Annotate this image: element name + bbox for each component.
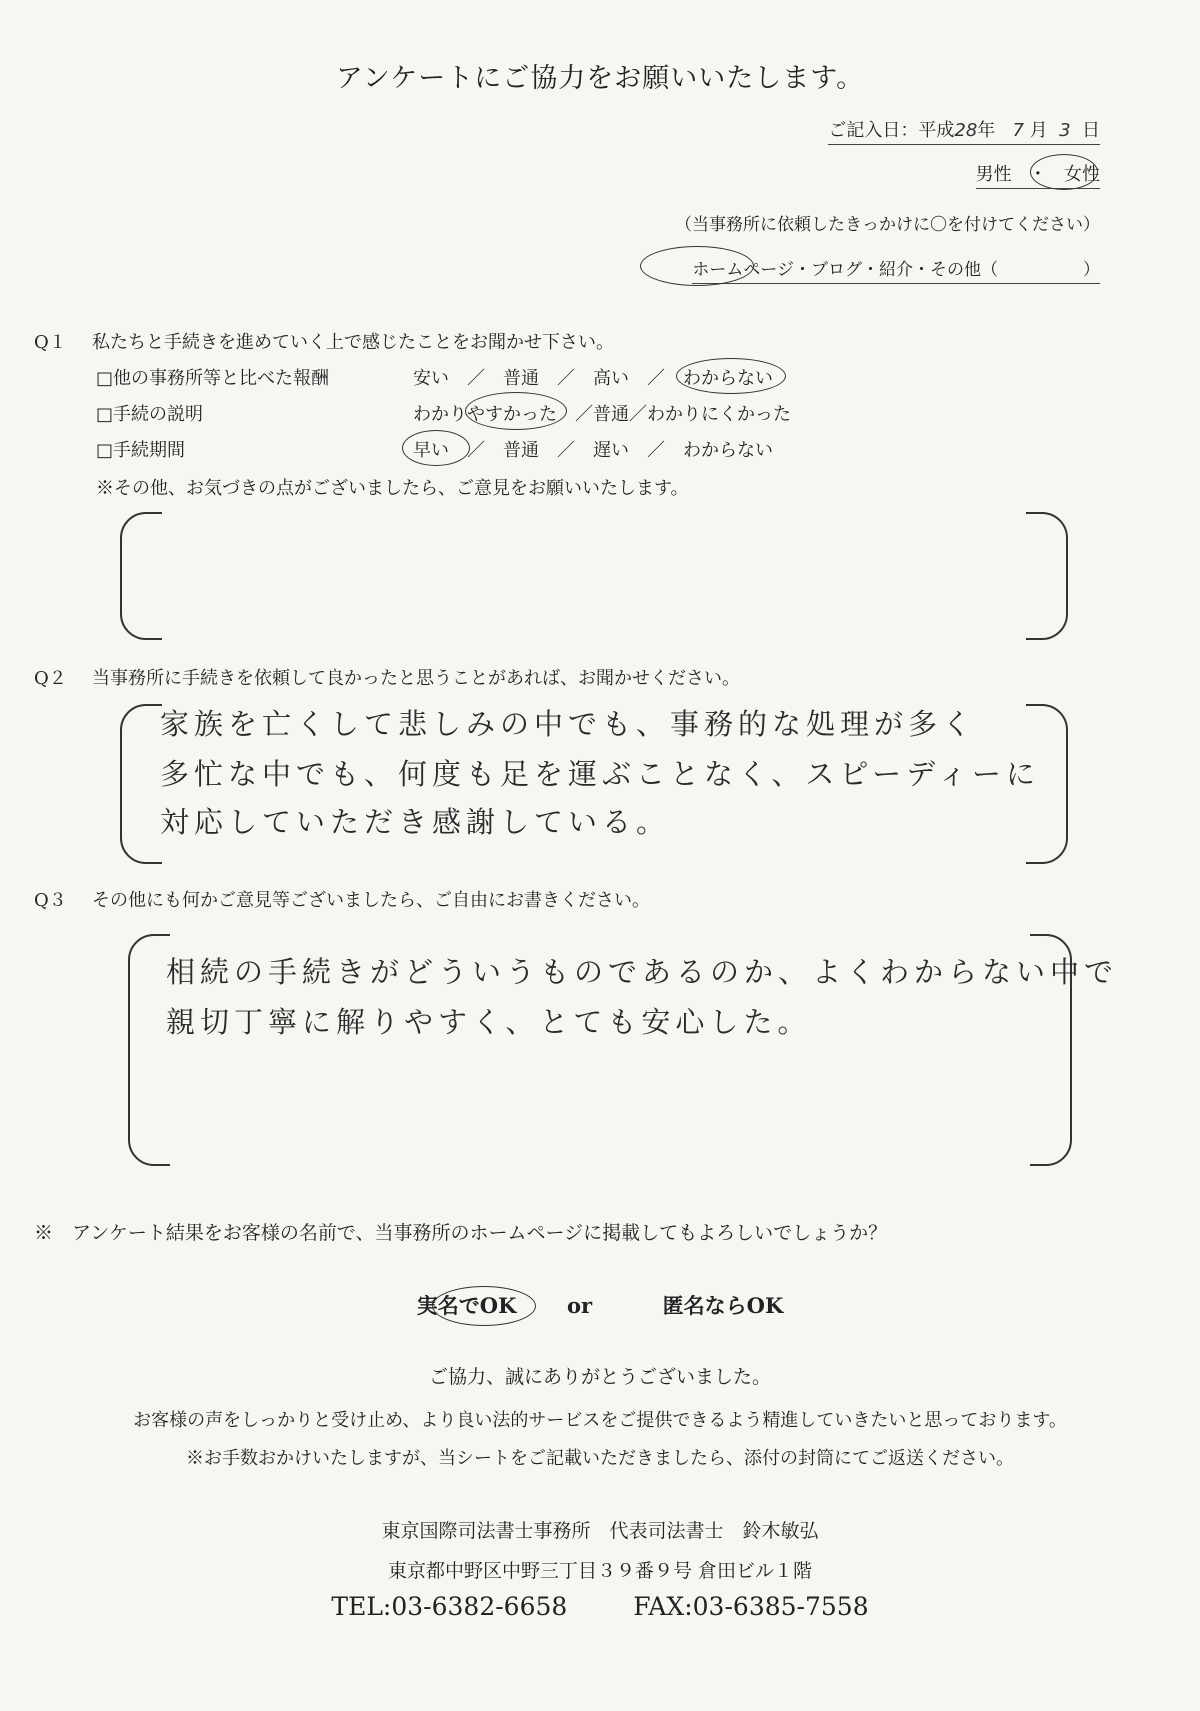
q2-answer-line-3: 対応していただき感謝している。 [160,805,671,839]
date-day: 3 [1059,120,1071,141]
date-line [828,116,1100,142]
q3-answer-line-2: 親切丁寧に解りやすく、とても安心した。 [166,1005,812,1039]
date-month-unit: 月 [1029,120,1048,141]
publish-question: ※ アンケート結果をお客様の名前で、当事務所のホームページに掲載してもよろしいでしょうか？ [34,1222,888,1244]
office-address: 東京都中野区中野三丁目３９番９号 倉田ビル１階 [387,1560,813,1582]
q1-row-explanation-options: わかりやすかった ／普通／わかりにくかった [413,404,791,425]
gender-male: 男性 [975,164,1012,185]
q2-text: 当事務所に手続きを依頼して良かったと思うことがあれば、お聞かせください。 [92,668,740,689]
q1-row-fee-options: 安い ／ 普通 ／ 高い ／ わからない [413,368,773,389]
date-month: 7 [1012,120,1024,141]
gender-female: 女性 [1064,164,1100,185]
q1-text: 私たちと手続きを進めていく上で感じたことをお聞かせ下さい。 [92,332,614,353]
closing-return-note: ※お手数おかけいたしますが、当シートをご記載いただきましたら、添付の封筒にてご返送ください。 [186,1448,1014,1469]
office-fax: FAX:03-6385-7558 [633,1592,869,1621]
explanation-answer-circle [465,392,567,430]
page-title: アンケートにご協力をお願いいたします。 [335,63,865,94]
q1-row-period-options: 早い ／ 普通 ／ 遅い ／ わからない [413,440,773,461]
q2-number: Q２ [34,668,67,689]
date-year: 28 [954,120,978,141]
publish-or: or [566,1293,593,1318]
date-label: ご記入日：平成 [828,120,955,141]
trigger-options-text: ホームページ・ブログ・紹介・その他（ ） [692,260,1100,284]
office-tel: TEL:03-6382-6658 [331,1592,568,1621]
office-contact [0,1592,1200,1621]
q1-row-fee-label: □他の事務所等と比べた報酬 [96,368,330,389]
closing-message: お客様の声をしっかりと受け止め、より良い法的サービスをご提供できるよう精進していきたいと思っております。 [133,1410,1067,1431]
q2-answer-line-2: 多忙な中でも、何度も足を運ぶことなく、スピーディーに [160,757,1040,791]
q3-heading [34,886,650,912]
q2-heading [34,664,740,690]
office-name: 東京国際司法書士事務所 代表司法書士 鈴木敏弘 [381,1520,819,1542]
gender-separator: ・ [1028,164,1047,185]
closing-thanks: ご協力、誠にありがとうございました。 [428,1366,771,1388]
period-answer-circle [402,430,470,466]
q3-text: その他にも何かご意見等ございましたら、ご自由にお書きください。 [92,890,650,911]
q1-note: ※その他、お気づきの点がございましたら、ご意見をお願いいたします。 [96,478,689,499]
real-name-ok: 実名でOK [416,1293,517,1318]
anonymous-ok: 匿名ならOK [662,1293,784,1318]
homepage-circle [640,246,754,286]
q3-answer-line-1: 相続の手続きがどういうものであるのか、よくわからない中で [166,955,1119,989]
real-name-ok-circle [432,1286,536,1326]
gender-female-circle [1030,154,1098,190]
q1-number: Q１ [34,332,67,353]
trigger-note: （当事務所に依頼したきっかけに〇を付けてください） [675,215,1100,235]
fee-answer-circle [676,358,786,394]
q1-row-period-label: □手続期間 [96,440,186,461]
q1-heading [34,328,614,354]
publish-options [0,1290,1200,1320]
q3-number: Q３ [34,890,67,911]
q1-row-explanation-label: □手続の説明 [96,404,204,425]
date-year-unit: 年 [977,120,996,141]
date-day-unit: 日 [1082,120,1100,141]
q2-answer-line-1: 家族を亡くして悲しみの中でも、事務的な処理が多く [160,707,977,741]
q1-comment-box [120,512,1068,640]
